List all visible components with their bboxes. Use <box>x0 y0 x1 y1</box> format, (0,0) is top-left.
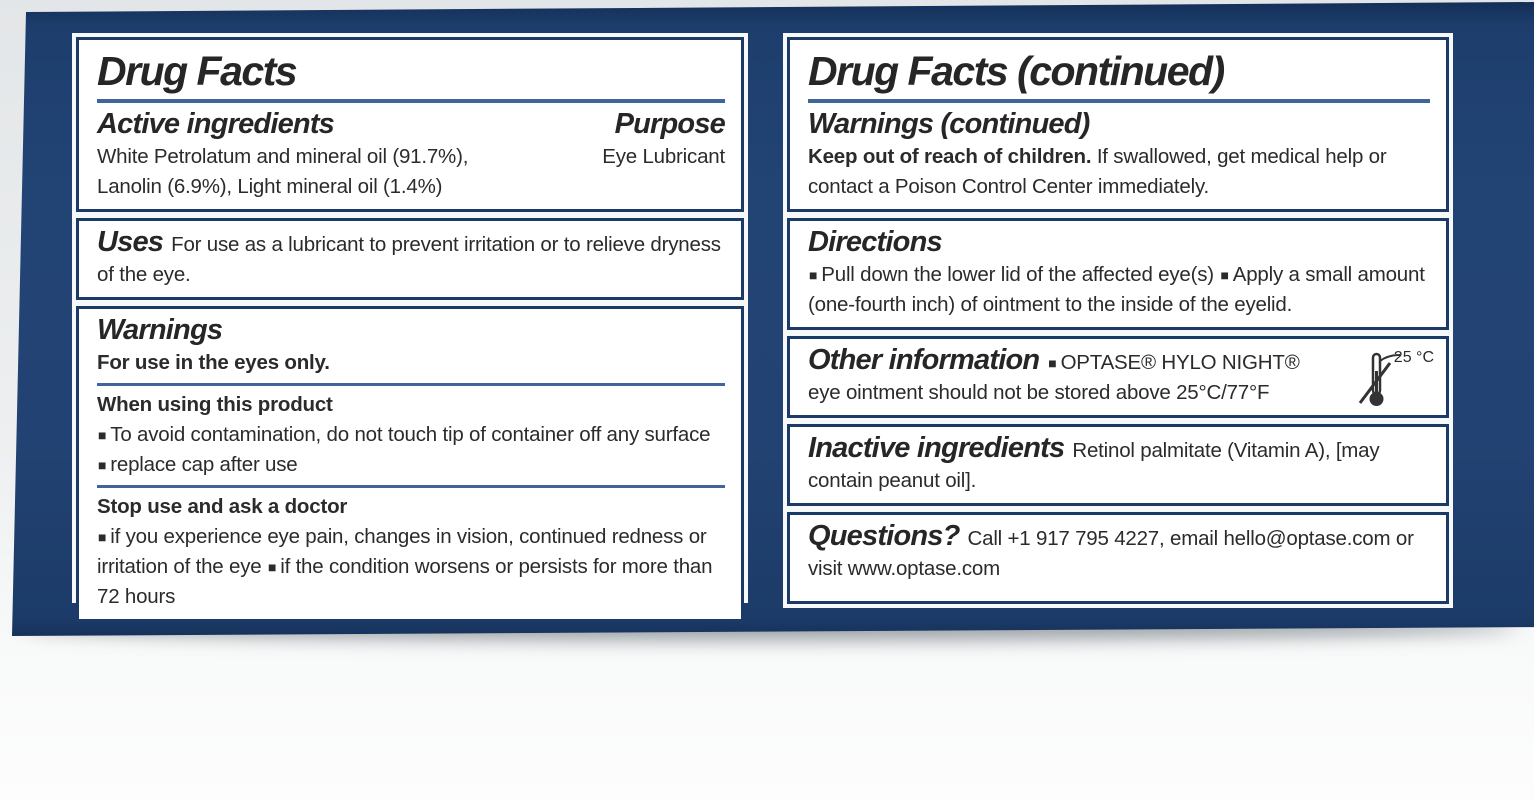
section-uses <box>76 218 744 300</box>
when-using-bullet-1: To avoid contamination, do not touch tip of container off any surface <box>110 422 711 446</box>
warnings-heading: Warnings <box>97 314 223 347</box>
questions-paragraph <box>808 519 1430 584</box>
thermometer-icon <box>1358 351 1402 409</box>
directions-bullets <box>808 260 1430 320</box>
active-ingredients-text: White Petrolatum and mineral oil (91.7%), Lanolin (6.9%), Light mineral oil (1.4%) <box>97 145 469 199</box>
directions-bullet-1: Pull down the lower lid of the affected eye(s) <box>821 262 1214 286</box>
uses-paragraph <box>97 225 725 290</box>
warnings-divider-2 <box>97 485 725 488</box>
bullet-square-icon: ■ <box>1220 266 1229 283</box>
active-ingredients-body-row <box>97 142 725 202</box>
inactive-ingredients-heading: Inactive ingredients <box>808 431 1065 464</box>
active-ingredients-heading: Active ingredients <box>97 108 334 141</box>
questions-heading: Questions? <box>808 519 960 552</box>
inactive-ingredients-paragraph <box>808 431 1430 496</box>
warnings-continued-text <box>808 142 1430 202</box>
section-warnings-continued <box>787 37 1449 212</box>
section-warnings <box>76 306 744 622</box>
other-information-heading: Other information <box>808 343 1040 376</box>
section-other-information <box>787 336 1449 418</box>
stop-use-heading: Stop use and ask a doctor <box>97 494 348 518</box>
uses-heading: Uses <box>97 226 164 259</box>
directions-bullet-2: Apply a small amount (one-fourth inch) of ointment to the inside of the eyelid. <box>808 262 1425 316</box>
uses-text: For use as a lubricant to prevent irritation or to relieve dryness of the eye. <box>97 233 721 287</box>
stop-use-bullets <box>97 522 725 612</box>
directions-heading: Directions <box>808 226 942 259</box>
title-divider-continued <box>808 99 1430 103</box>
drug-facts-panel <box>72 33 748 608</box>
other-information-paragraph <box>808 343 1328 408</box>
section-directions <box>787 218 1449 330</box>
keep-out-of-reach-text: Keep out of reach of children. <box>808 145 1092 169</box>
panel-title-continued: Drug Facts (continued) <box>808 48 1224 94</box>
warnings-for-use-text: For use in the eyes only. <box>97 350 330 374</box>
drug-facts-continued-panel <box>783 33 1453 608</box>
bullet-square-icon: ■ <box>98 456 107 473</box>
warnings-divider-1 <box>97 383 725 386</box>
purpose-heading: Purpose <box>614 108 725 141</box>
bullet-square-icon: ■ <box>98 528 107 545</box>
if-swallowed-text: If swallowed, get medical help or contact a Poison Control Center immediately. <box>808 145 1387 199</box>
when-using-bullets <box>97 420 725 480</box>
section-inactive-ingredients <box>787 424 1449 506</box>
section-title-active-ingredients <box>76 37 744 212</box>
bullet-square-icon: ■ <box>809 266 818 283</box>
bullet-square-icon: ■ <box>267 558 277 575</box>
warnings-continued-heading: Warnings (continued) <box>808 108 1090 141</box>
panel-title: Drug Facts <box>97 48 297 94</box>
bullet-square-icon: ■ <box>98 426 107 443</box>
stop-use-bullet-2: if the condition worsens or persists for more than 72 hours <box>97 554 713 608</box>
questions-text: Call +1 917 795 4227, email hello@optase.com or visit www.optase.com <box>808 526 1414 580</box>
stop-use-bullet-1: if you experience eye pain, changes in vision, continued redness or irritation of the eye <box>97 524 707 578</box>
purpose-value: Eye Lubricant <box>602 145 725 169</box>
storage-temperature-label: 25 °C <box>1393 348 1434 366</box>
inactive-ingredients-text: Retinol palmitate (Vitamin A), [may contain peanut oil]. <box>808 438 1380 492</box>
title-divider <box>97 99 725 103</box>
when-using-bullet-2: replace cap after use <box>110 452 298 476</box>
bullet-square-icon: ■ <box>1048 354 1057 371</box>
section-questions <box>787 512 1449 604</box>
other-information-text: OPTASE® HYLO NIGHT® eye ointment should not be stored above 25°C/77°F <box>808 350 1300 404</box>
storage-temperature-indicator <box>1336 347 1436 409</box>
active-ingredients-heading-row <box>97 107 725 142</box>
when-using-heading: When using this product <box>97 392 333 416</box>
